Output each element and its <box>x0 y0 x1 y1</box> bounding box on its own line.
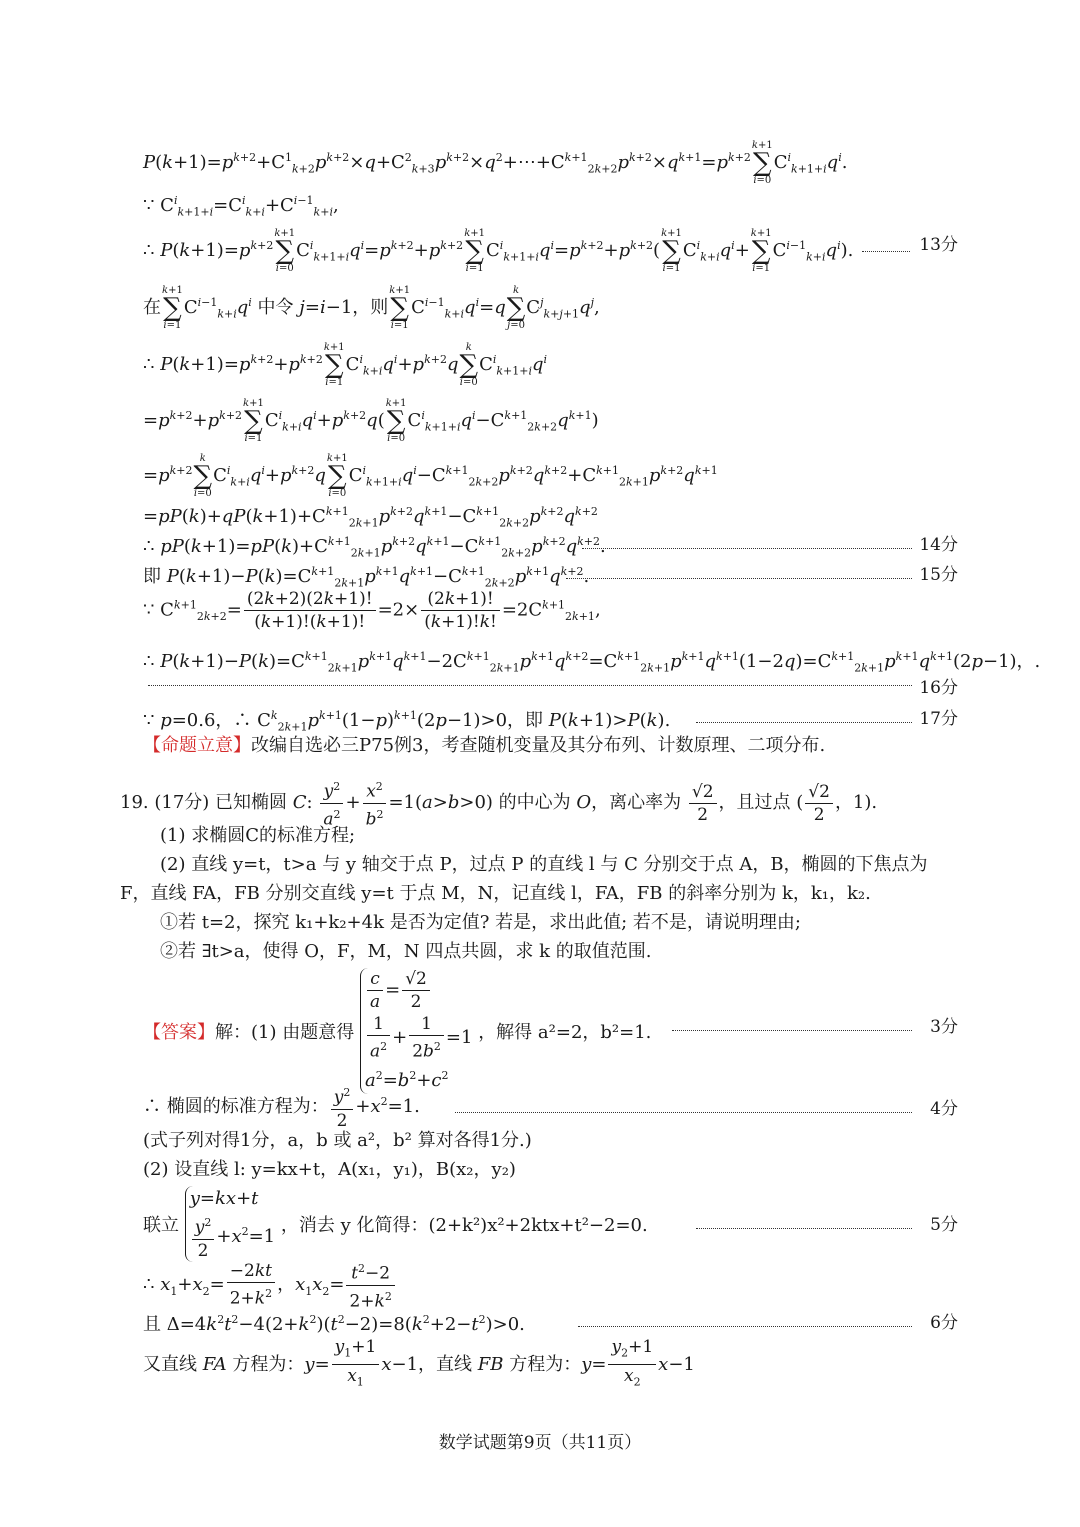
equation-system-2: y=kx+t $\frac{y^2}{2}$ $+x^2=1$ <box>185 1186 275 1262</box>
score-mark-3: 3分 <box>930 1017 958 1037</box>
answer-tag: 【答案】 <box>143 1021 215 1043</box>
score-mark-6: 6分 <box>930 1313 958 1333</box>
intent-line <box>143 734 960 758</box>
solution-line-7: $=p^{k+2}k$ ∑ $i=0C^i_{k+i}q^i+p^{k+2}qk+1$ ∑ $i=0C^i_{k+1+i}q^i-C^{k+1}_{2k+2}p^{k+2}q^{k+2}+C^{k+1}_{2k+1}p^{k+2}q^{k+1}$ <box>143 453 718 499</box>
intent-text: 改编自选必三P75例3，考查随机变量及其分布列、计数原理、二项分布. <box>251 735 826 756</box>
page-footer: 数学试题第9页（共11页） <box>438 1433 642 1453</box>
question-19-part2d: ②若 ∃t>a，使得 O，F，M，N 四点共圆，求 k 的取值范围. <box>160 941 652 962</box>
leader-dots <box>862 251 910 252</box>
question-19-head: 19. (17分) 已知椭圆 C: $\frac{y^2}{a^2}$ + $\frac{x^2}{b^2}$ =1(a>b>0) 的中心为 O，离心率为 $\frac{√2}{2}$ ，且过点 ( $\frac{√2}{2}$ ，1). <box>120 776 960 830</box>
answer-line-3: (式子列对得1分，a，b 或 a²，b² 算对各得1分.) <box>143 1130 532 1151</box>
solution-line-4: 在k+1 ∑ $i=1C^{i-1}_{k+i}q^i$ 中令 j=i−1，则k+1 ∑ $i=1C^{i-1}_{k+i}q^i=qk$ ∑ $j=0C^j_{k+j+1}q^j$, <box>143 285 600 331</box>
solution-line-13: ∵ p=0.6，∴ $C^k_{2k+1}p^{k+1}(1-p)^{k+1}(2p-1)>0$，即 P(k+1)>P(k). <box>143 709 671 734</box>
question-19-part2c: ①若 t=2，探究 k₁+k₂+4k 是否为定值? 若是，求出此值; 若不是，请说明理由; <box>160 912 801 933</box>
solution-line-6: $=p^{k+2}+p^{k+2}k+1$ ∑ $i=1C^i_{k+i}q^i+p^{k+2}q(k+1$ ∑ $i=0C^i_{k+1+i}q^i-C^{k+1}_{2k+2}q^{k+1}$) <box>143 398 599 444</box>
question-19-part1: (1) 求椭圆C的标准方程; <box>160 825 356 846</box>
leader-dots <box>696 1228 912 1229</box>
leader-dots <box>696 722 912 723</box>
leader-dots <box>455 1112 912 1113</box>
question-19-part2a: (2) 直线 y=t，t>a 与 y 轴交于点 P，过点 P 的直线 l 与 C 分别交于点 A，B，椭圆的下焦点为 <box>160 854 928 875</box>
score-mark-4: 4分 <box>930 1099 958 1119</box>
solution-line-12: ∴ $P(k+1)-P(k)=C^{k+1}_{2k+1}p^{k+1}q^{k+1}-2C^{k+1}_{2k+1}p^{k+1}q^{k+2}=C^{k+1}_{2k+1}p^{k+1}q^{k+1}(1-2q)=C^{k+1}_{2k+1}p^{k+1}q^{k+1}(2p-1)$，. <box>143 650 1041 675</box>
score-mark-16: 16分 <box>919 678 958 698</box>
answer-line-1: 【答案】解：(1) 由题意得 $\frac{c}{a}$ = $\frac{√2}{2}$ $\frac{1}{a^2}$ + $\frac{1}{2b^2}$ =1 $a^2=b^2+c^2$ ，解得 a²=2，b²=1. <box>143 968 960 1094</box>
answer-line-4: (2) 设直线 l: y=kx+t，A(x₁，y₁)，B(x₂，y₂) <box>143 1159 516 1180</box>
answer-line-2: ∴ 椭圆的标准方程为： $\frac{y^2}{2}$ $+x^2=1$. <box>143 1082 960 1132</box>
answer-line-5: 联立 y=kx+t $\frac{y^2}{2}$ $+x^2=1$ ，消去 y 化简得：(2+k²)x²+2ktx+t²−2=0. <box>143 1188 648 1261</box>
question-19-part2b: F，直线 FA，FB 分别交直线 y=t 于点 M，N，记直线 l，FA，FB 的斜率分别为 k，k₁，k₂. <box>120 883 871 904</box>
leader-dots <box>672 1030 912 1031</box>
leader-dots <box>148 685 912 686</box>
leader-dots <box>566 578 912 579</box>
score-mark-14: 14分 <box>919 535 958 555</box>
solution-line-5: ∴ $P(k+1)=p^{k+2}+p^{k+2}k+1$ ∑ $i=1C^i_{k+i}q^i+p^{k+2}qk$ ∑ $i=0C^i_{k+1+i}q^i$ <box>143 342 548 388</box>
solution-line-1: $P(k+1)=p^{k+2}+C^1_{k+2}p^{k+2}\times q+C^2_{k+3}p^{k+2}\times q^2+\cdots+C^{k+1}_{2k+2}p^{k+2}\times q^{k+1}=p^{k+2}k+1$ ∑ $i=0C^i_{k+1+i}q^i$. <box>143 140 848 186</box>
solution-line-2: ∵ $C^i_{k+1+i}=C^i_{k+i}+C^{i-1}_{k+i}$, <box>143 194 339 219</box>
equation-system-1: $\frac{c}{a}$ = $\frac{√2}{2}$ $\frac{1}{a^2}$ + $\frac{1}{2b^2}$ =1 $a^2=b^2+c^2$ <box>360 968 473 1094</box>
solution-line-9: ∴ $pP(k+1)=pP(k)+C^{k+1}_{2k+1}p^{k+2}q^{k+1}-C^{k+1}_{2k+2}p^{k+2}q^{k+2}$. <box>143 535 606 560</box>
score-mark-15: 15分 <box>919 565 958 585</box>
leader-dots <box>578 1326 912 1327</box>
answer-line-7: 且 $\Delta=4k^2t^2-4(2+k^2)(t^2-2)=8(k^2+2-t^2)>0$. <box>143 1313 525 1335</box>
solution-line-11: ∵ $C^{k+1}_{2k+2}=$ $\frac{(2k+2)(2k+1)!}{(k+1)!(k+1)!}$ =2× $\frac{(2k+1)!}{(k+1)!k!}$ $=2C^{k+1}_{2k+1}$, <box>143 589 601 632</box>
score-mark-5: 5分 <box>930 1215 958 1235</box>
solution-line-3: ∴ $P(k+1)=p^{k+2}k+1$ ∑ $i=0C^i_{k+1+i}q^i=p^{k+2}+p^{k+2}k+1$ ∑ $i=1C^i_{k+1+i}q^i=p^{k+2}+p^{k+2}(k+1$ ∑ $i=1C^i_{k+i}q^i+k+1$ ∑ $i=1C^{i-1}_{k+i}q^i$). <box>143 228 854 274</box>
score-mark-13: 13分 <box>919 235 958 255</box>
intent-tag: 【命题立意】 <box>143 735 251 756</box>
leader-dots <box>582 548 912 549</box>
solution-line-10: 即 $P(k+1)-P(k)=C^{k+1}_{2k+1}p^{k+1}q^{k+1}-C^{k+1}_{2k+2}p^{k+1}q^{k+2}$. <box>143 565 590 590</box>
answer-line-8: 又直线 FA 方程为：y= $\frac{y_1+1}{x_1}$ x−1，直线 FB 方程为：y= $\frac{y_2+1}{x_2}$ x−1 <box>143 1337 695 1389</box>
solution-line-8: $=pP(k)+qP(k+1)+C^{k+1}_{2k+1}p^{k+2}q^{k+1}-C^{k+1}_{2k+2}p^{k+2}q^{k+2}$ <box>143 505 598 530</box>
score-mark-17: 17分 <box>919 709 958 729</box>
answer-line-6: ∴ $x_1+x_2=$ $\frac{-2kt}{2+k^2}$ ，$x_1x_2=$ $\frac{t^2-2}{2+k^2}$ <box>143 1258 960 1312</box>
